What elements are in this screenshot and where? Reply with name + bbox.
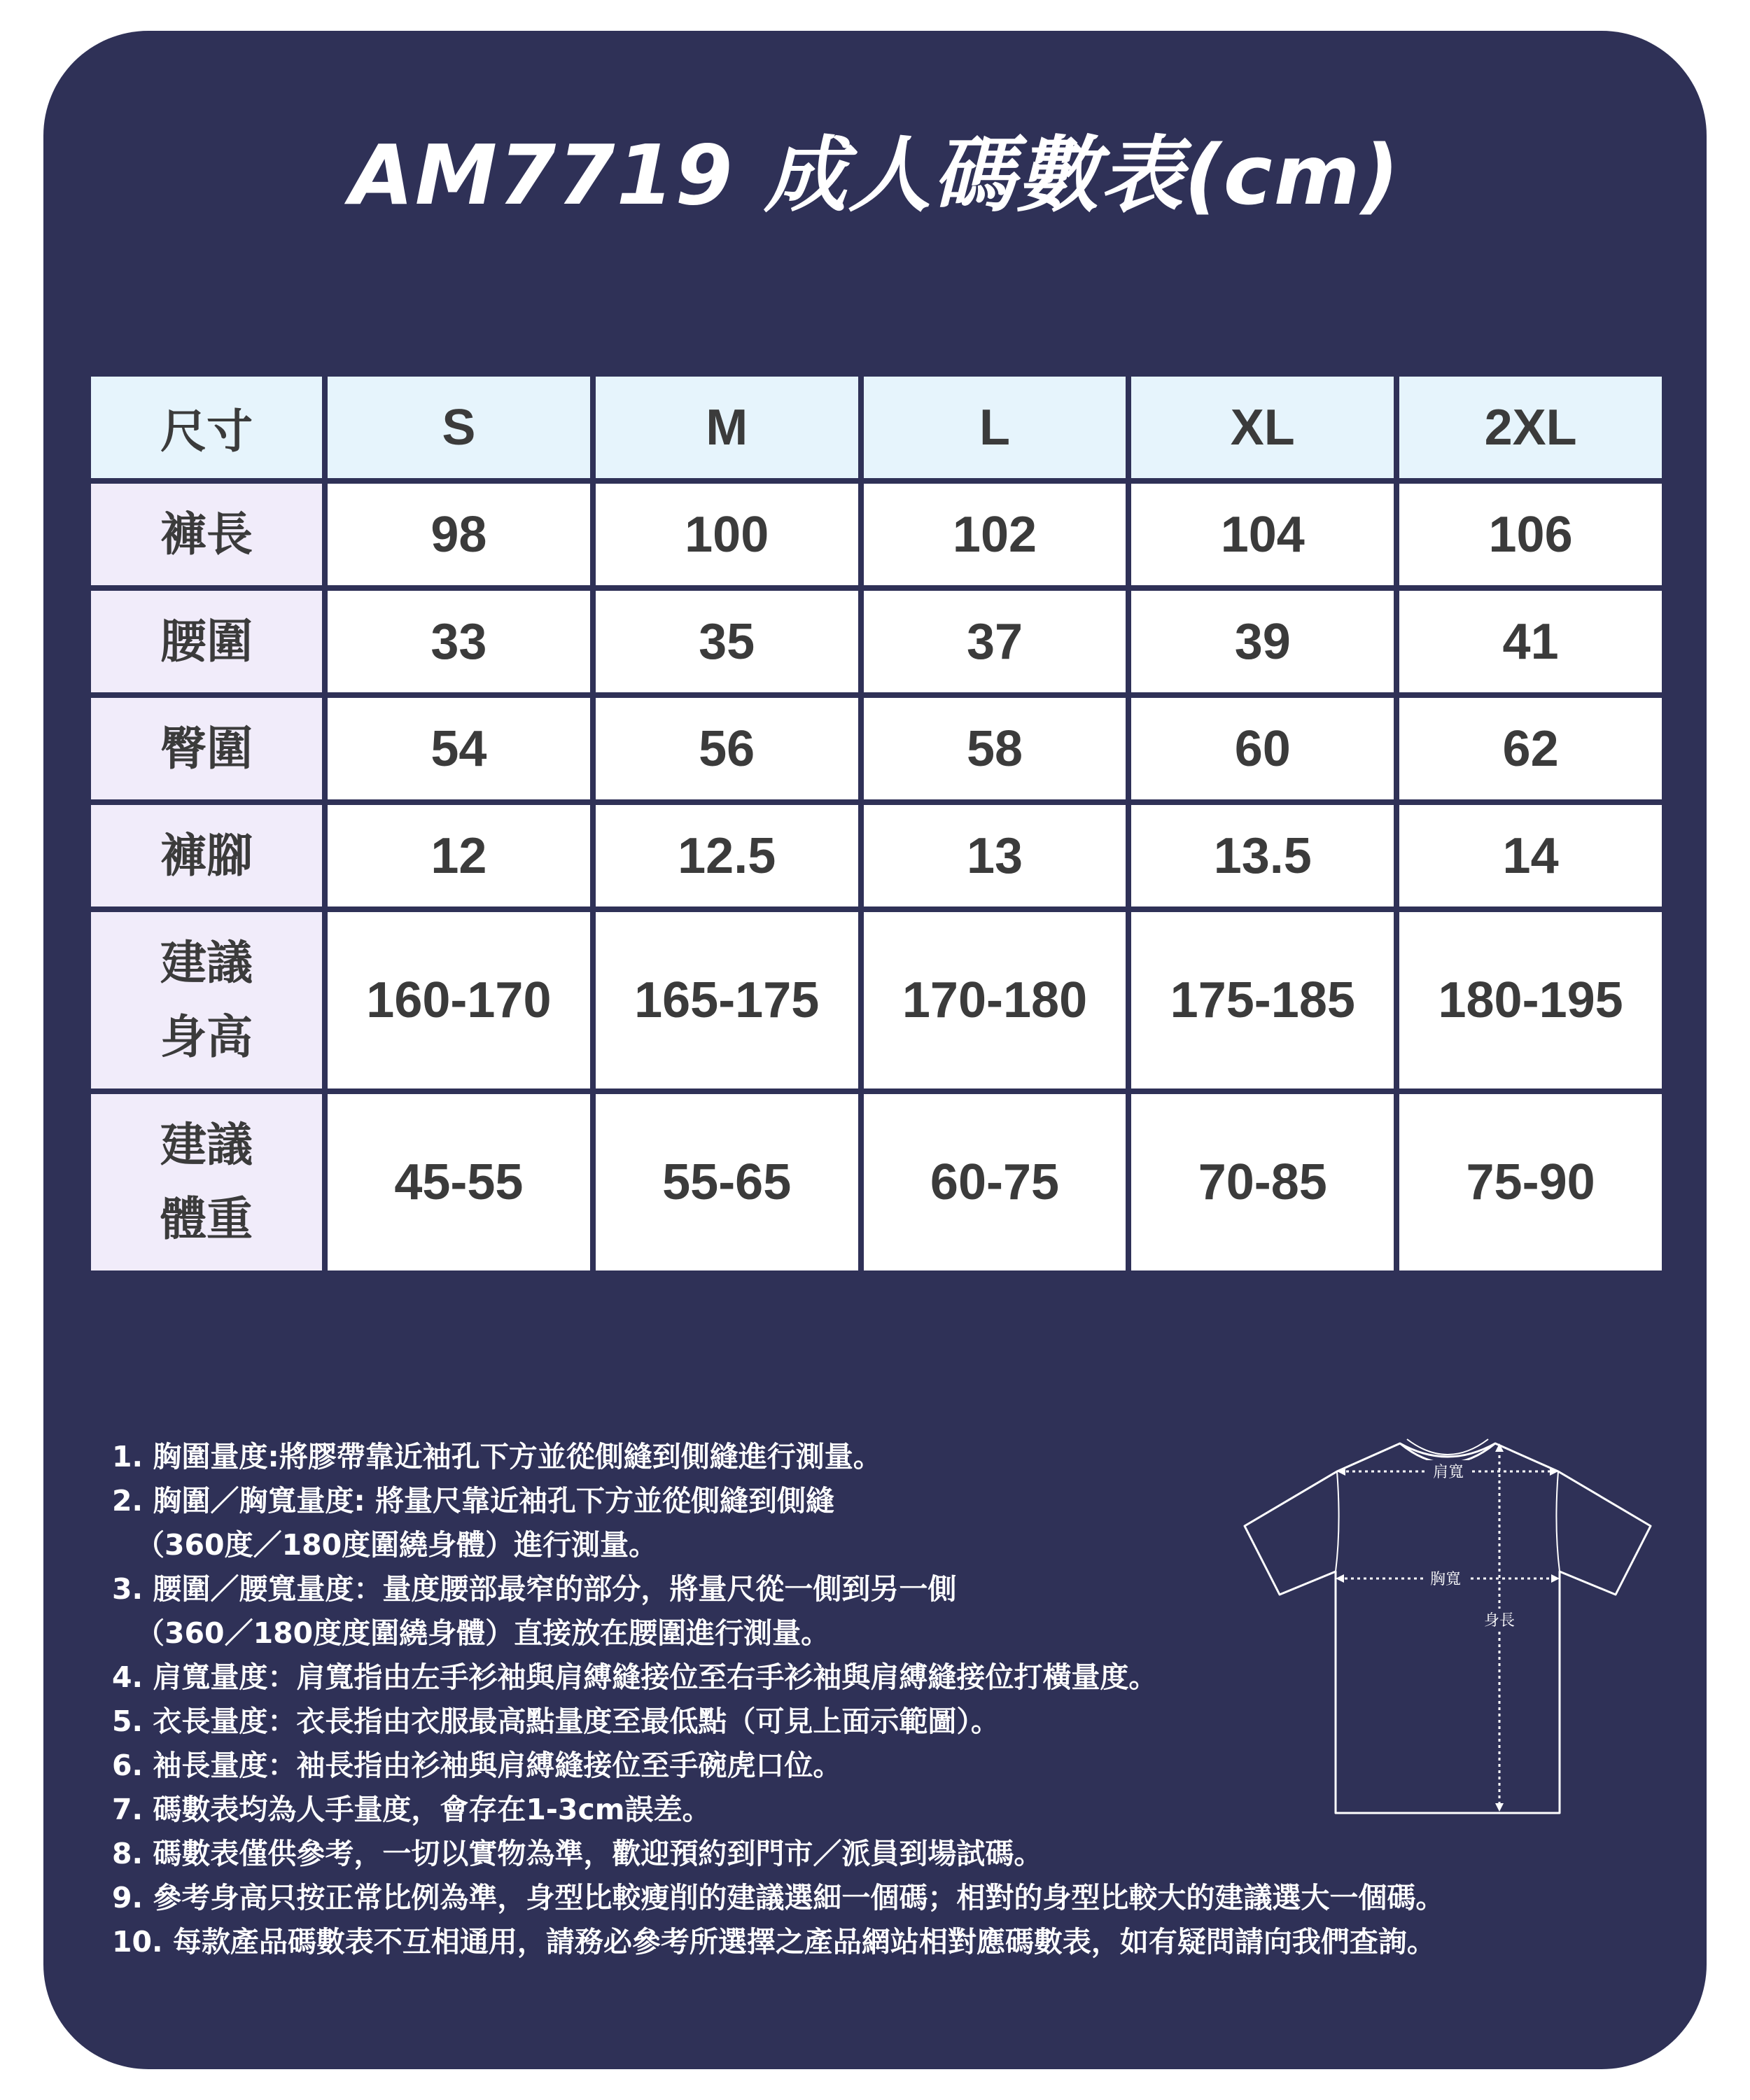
table-cell: 170-180 [864, 912, 1126, 1088]
table-cell: 58 [864, 698, 1126, 799]
note-line: 9. 參考身高只按正常比例為準，身型比較瘦削的建議選細一個碼；相對的身型比較大的建議選大一個碼。 [112, 1881, 1445, 1914]
row-label-line: 體重 [160, 1192, 253, 1246]
table-cell: 13 [864, 805, 1126, 906]
row-label-cell [91, 912, 322, 1088]
note-line: 8. 碼數表僅供參考，一切以實物為準，歡迎預約到門市／派員到場試碼。 [112, 1837, 1043, 1870]
header-size-cell: XL [1131, 377, 1394, 478]
table-cell: 60-75 [864, 1094, 1126, 1270]
table-row [91, 484, 1662, 585]
table-cell: 100 [596, 484, 858, 585]
note-line: 6. 袖長量度：袖長指由衫袖與肩縛縫接位至手碗虎口位。 [112, 1749, 842, 1782]
note-line: 1. 胸圍量度:將膠帶靠近袖孔下方並從側縫到側縫進行測量。 [112, 1440, 882, 1474]
table-cell: 37 [864, 591, 1126, 692]
table-row [91, 912, 1662, 1088]
row-label-cell: 腰圍 [91, 591, 322, 692]
table-cell: 54 [328, 698, 590, 799]
size-table [85, 371, 1667, 1276]
chest-width-label: 胸寬 [1429, 1571, 1462, 1588]
note-line: 3. 腰圍／腰寬量度：量度腰部最窄的部分，將量尺從一側到另一側 [112, 1572, 957, 1606]
table-cell: 56 [596, 698, 858, 799]
note-line: 5. 衣長量度：衣長指由衣服最高點量度至最低點（可見上面示範圖）。 [112, 1704, 1000, 1738]
table-cell: 165-175 [596, 912, 858, 1088]
table-cell: 106 [1399, 484, 1662, 585]
table-row [91, 1094, 1662, 1270]
table-cell: 75-90 [1399, 1094, 1662, 1270]
page-title: AM7719 成人碼數表(cm) [349, 127, 1401, 223]
tshirt-measurement-diagram [1239, 1428, 1659, 1820]
table-cell: 12 [328, 805, 590, 906]
table-cell: 45-55 [328, 1094, 590, 1270]
table-cell: 55-65 [596, 1094, 858, 1270]
tshirt-outline [1245, 1443, 1651, 1813]
table-cell: 180-195 [1399, 912, 1662, 1088]
table-cell: 60 [1131, 698, 1394, 799]
table-header-row [91, 377, 1662, 478]
header-size-cell: S [328, 377, 590, 478]
header-size-cell: M [596, 377, 858, 478]
row-label-line: 身高 [160, 1010, 253, 1064]
note-line: 7. 碼數表均為人手量度，會存在1-3cm誤差。 [112, 1793, 711, 1826]
table-row [91, 698, 1662, 799]
note-line: 10. 每款產品碼數表不互相通用，請務必參考所選擇之產品網站相對應碼數表，如有疑問請向我們查詢。 [112, 1925, 1436, 1959]
table-cell: 35 [596, 591, 858, 692]
table-cell: 12.5 [596, 805, 858, 906]
table-cell: 13.5 [1131, 805, 1394, 906]
row-label-cell: 褲長 [91, 484, 322, 585]
table-cell: 98 [328, 484, 590, 585]
tshirt-collar [1400, 1443, 1495, 1463]
table-cell: 62 [1399, 698, 1662, 799]
note-line: 2. 胸圍／胸寬量度: 將量尺靠近袖孔下方並從側縫到側縫 [112, 1484, 835, 1518]
tshirt-sleeve-seam [1556, 1471, 1560, 1572]
arrow-head [1495, 1803, 1504, 1812]
table-cell: 160-170 [328, 912, 590, 1088]
row-label-cell: 褲腳 [91, 805, 322, 906]
body-length-label: 身長 [1483, 1612, 1516, 1630]
arrow-head [1336, 1574, 1344, 1583]
table-row [91, 591, 1662, 692]
table-row [91, 805, 1662, 906]
note-line: （360／180度度圍繞身體）直接放在腰圍進行測量。 [136, 1616, 830, 1650]
table-cell: 104 [1131, 484, 1394, 585]
tshirt-sleeve-seam [1336, 1471, 1339, 1572]
arrow-head [1551, 1574, 1560, 1583]
table-cell: 41 [1399, 591, 1662, 692]
table-cell: 39 [1131, 591, 1394, 692]
row-label-line: 建議 [160, 1118, 253, 1172]
note-line: （360度／180度圍繞身體）進行測量。 [136, 1528, 658, 1562]
header-size-cell: L [864, 377, 1126, 478]
table-cell: 175-185 [1131, 912, 1394, 1088]
header-label-cell: 尺寸 [91, 377, 322, 478]
header-size-cell: 2XL [1399, 377, 1662, 478]
row-label-cell: 臀圍 [91, 698, 322, 799]
row-label-cell [91, 1094, 322, 1270]
row-label-line: 建議 [160, 936, 253, 990]
table-cell: 70-85 [1131, 1094, 1394, 1270]
note-line: 4. 肩寬量度：肩寬指由左手衫袖與肩縛縫接位至右手衫袖與肩縛縫接位打橫量度。 [112, 1660, 1158, 1694]
shoulder-width-label: 肩寬 [1432, 1464, 1464, 1481]
table-cell: 14 [1399, 805, 1662, 906]
table-cell: 33 [328, 591, 590, 692]
table-cell: 102 [864, 484, 1126, 585]
